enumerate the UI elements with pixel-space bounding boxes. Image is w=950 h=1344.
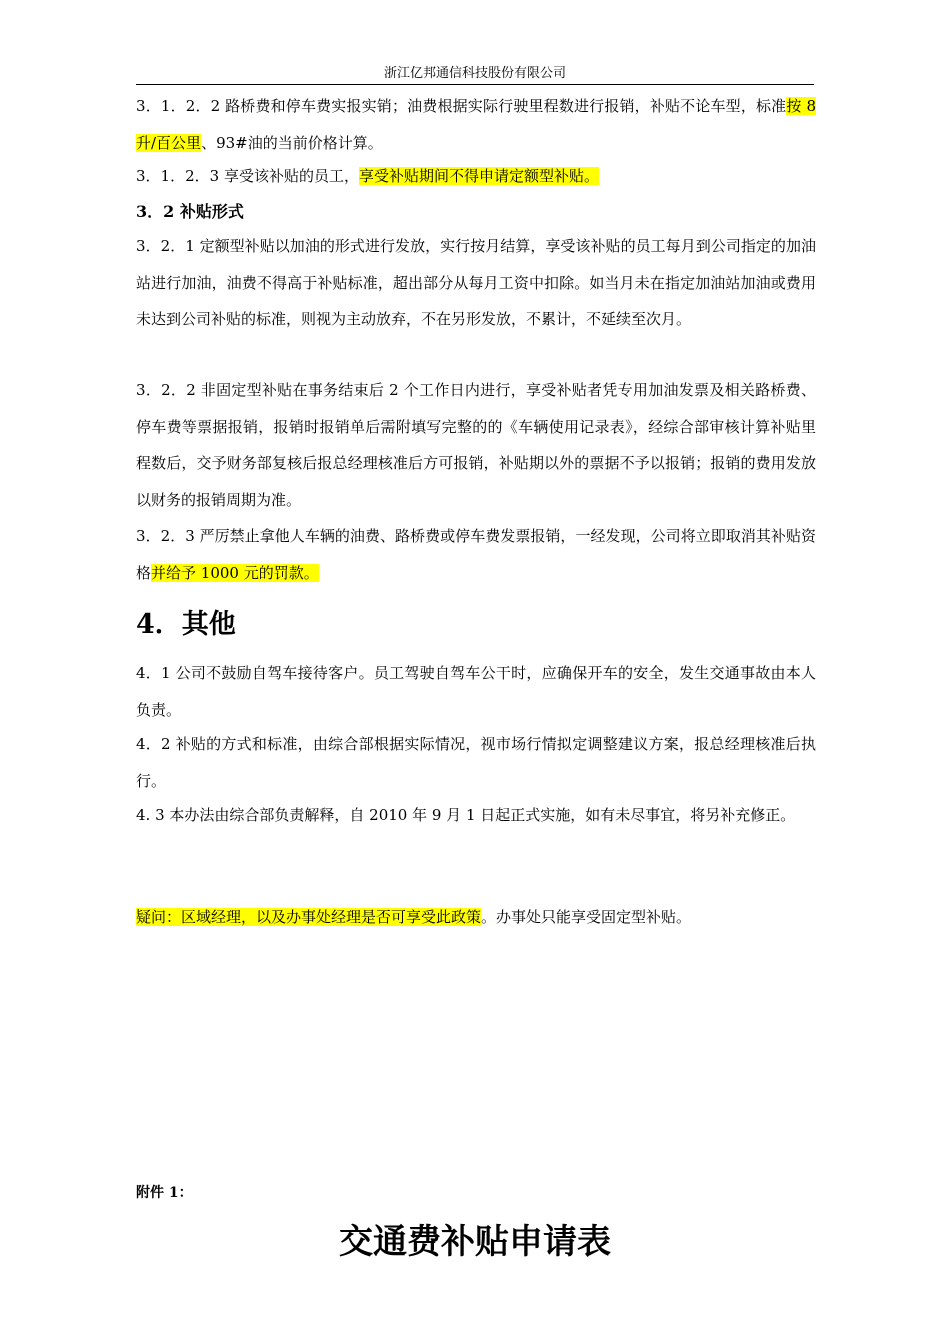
highlighted-text: 按 8 升/百公里 [136, 97, 817, 152]
highlighted-text: 疑问：区域经理，以及办事处经理是否可享受此政策 [136, 908, 482, 926]
page-header-company: 浙江亿邦通信科技股份有限公司 [383, 66, 566, 81]
paragraph-3-1-2-2 [136, 88, 816, 161]
attachment-label: 附件 1： [136, 1185, 193, 1201]
paragraph-text: 3．2．3 严厉禁止拿他人车辆的油费、路桥费或停车费发票报销，一经发现，公司将立即取消其补贴资格 [136, 527, 816, 582]
paragraph-3-1-2-3 [136, 158, 816, 194]
paragraph-4-1: 4．1 公司不鼓励自驾车接待客户。员工驾驶自驾车公干时，应确保开车的安全，发生交通事故由本人负责。 [136, 664, 816, 719]
paragraph-3-2-3 [136, 518, 816, 591]
paragraph-4-2: 4．2 补贴的方式和标准，由综合部根据实际情况，视市场行情拟定调整建议方案，报总经理核准后执行。 [136, 735, 816, 790]
header-rule [136, 84, 814, 85]
paragraph-text: 3．1．2．2 路桥费和停车费实报实销；油费根据实际行驶里程数进行报销，补贴不论车型，标准 [136, 97, 787, 115]
highlighted-text: 享受补贴期间不得申请定额型补贴。 [358, 167, 599, 185]
form-title: 交通费补贴申请表 [339, 1222, 611, 1262]
question-note [136, 899, 816, 935]
section-heading-3-2: 3．2 补贴形式 [136, 202, 244, 221]
paragraph-text: 3．1．2．3 享受该补贴的员工， [136, 167, 359, 185]
paragraph-text: 。办事处只能享受固定型补贴。 [481, 908, 692, 926]
highlighted-text: 并给予 1000 元的罚款。 [151, 563, 319, 582]
paragraph-3-2-1: 3．2．1 定额型补贴以加油的形式进行发放，实行按月结算，享受该补贴的员工每月到公司指定的加油站进行加油，油费不得高于补贴标准，超出部分从每月工资中扣除。如当月未在指定加油站加油或费用未达到公司补贴的标准，则视为主动放弃，不在另形发放，不累计，不延续至次月。 [136, 237, 816, 328]
paragraph-3-2-2: 3．2．2 非固定型补贴在事务结束后 2 个工作日内进行，享受补贴者凭专用加油发票及相关路桥费、停车费等票据报销，报销时报销单后需附填写完整的的《车辆使用记录表》，经综合部审核计算补贴里程数后，交予财务部复核后报总经理核准后方可报销，补贴期以外的票据不予以报销；报销的费用发放以财务的报销周期为准。 [136, 381, 816, 509]
paragraph-4-3: 4. 3 本办法由综合部负责解释，自 2010 年 9 月 1 日起正式实施，如有未尽事宜，将另补充修正。 [136, 806, 796, 824]
section-heading-4: 4．其他 [136, 609, 236, 640]
paragraph-text: 、93#油的当前价格计算。 [201, 133, 383, 152]
